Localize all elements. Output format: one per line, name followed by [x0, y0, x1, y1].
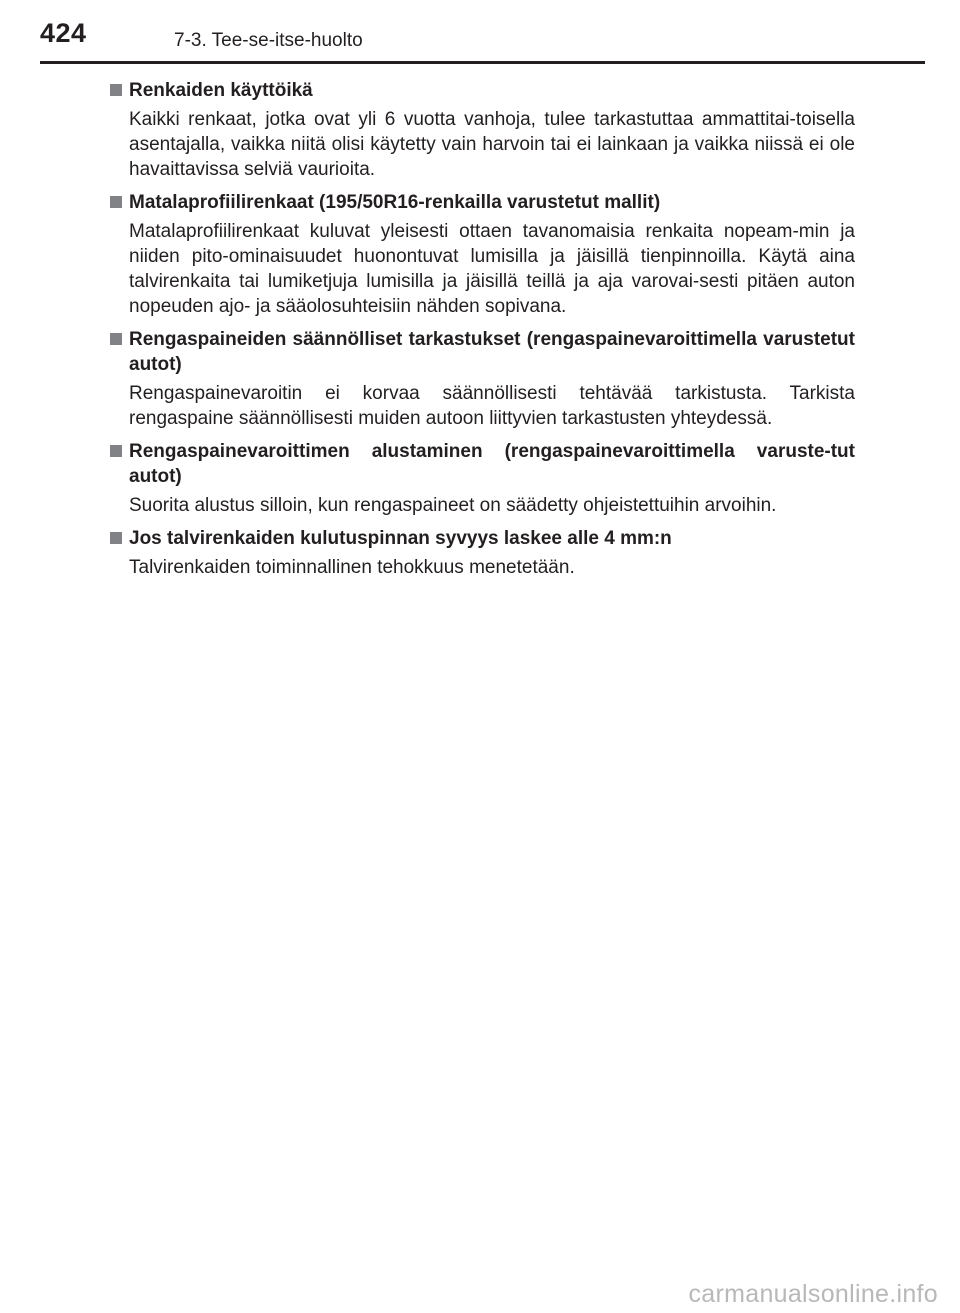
square-bullet-icon [110, 333, 122, 345]
list-item [110, 439, 855, 518]
item-heading [110, 327, 855, 377]
square-bullet-icon [110, 532, 122, 544]
item-heading-text: Rengaspaineiden säännölliset tarkastukset (rengaspainevaroittimella varustetut autot) [129, 329, 855, 375]
item-body: Talvirenkaiden toiminnallinen tehokkuus menetetään. [129, 557, 575, 578]
item-heading-text: Rengaspainevaroittimen alustaminen (rengaspainevaroittimella varuste-tut autot) [129, 441, 855, 487]
watermark: carmanualsonline.info [688, 1280, 938, 1308]
list-item [110, 78, 855, 182]
item-heading [110, 78, 855, 103]
item-heading [110, 439, 855, 489]
page-content [110, 78, 855, 588]
item-body: Kaikki renkaat, jotka ovat yli 6 vuotta vanhoja, tulee tarkastuttaa ammattitai-toisella asentajalla, vaikka niitä olisi käytetty vain harvoin tai ei lainkaan ja vaikka niissä ei ole havaittavissa selviä vaurioita. [129, 109, 855, 180]
section-title: 7-3. Tee-se-itse-huolto [174, 30, 363, 51]
page-number: 424 [40, 18, 87, 48]
item-body: Rengaspainevaroitin ei korvaa säännöllisesti tehtävää tarkistusta. Tarkista rengaspaine säännöllisesti muiden autoon liittyvien tarkastusten yhteydessä. [129, 383, 855, 429]
item-body: Suorita alustus silloin, kun rengaspaineet on säädetty ohjeistettuihin arvoihin. [129, 495, 777, 516]
item-heading-text: Matalaprofiilirenkaat (195/50R16-renkailla varustetut mallit) [129, 192, 661, 213]
square-bullet-icon [110, 445, 122, 457]
header-divider [40, 61, 925, 64]
item-heading-text: Jos talvirenkaiden kulutuspinnan syvyys laskee alle 4 mm:n [129, 528, 672, 549]
list-item [110, 190, 855, 319]
item-body: Matalaprofiilirenkaat kuluvat yleisesti ottaen tavanomaisia renkaita nopeam-min ja niiden pito-ominaisuudet huonontuvat lumisilla ja jäisillä tienpinnoilla. Käytä aina talvirenkaita tai lumiketjuja lumisilla ja jäisillä teillä ja aja varovai-sesti pitäen auton nopeuden ajo- ja sääolosuhteisiin nähden sopivana. [129, 221, 855, 317]
list-item [110, 327, 855, 431]
item-heading [110, 190, 855, 215]
square-bullet-icon [110, 84, 122, 96]
square-bullet-icon [110, 196, 122, 208]
item-heading [110, 526, 855, 551]
item-heading-text: Renkaiden käyttöikä [129, 80, 313, 101]
list-item [110, 526, 855, 580]
page-header [0, 0, 960, 66]
